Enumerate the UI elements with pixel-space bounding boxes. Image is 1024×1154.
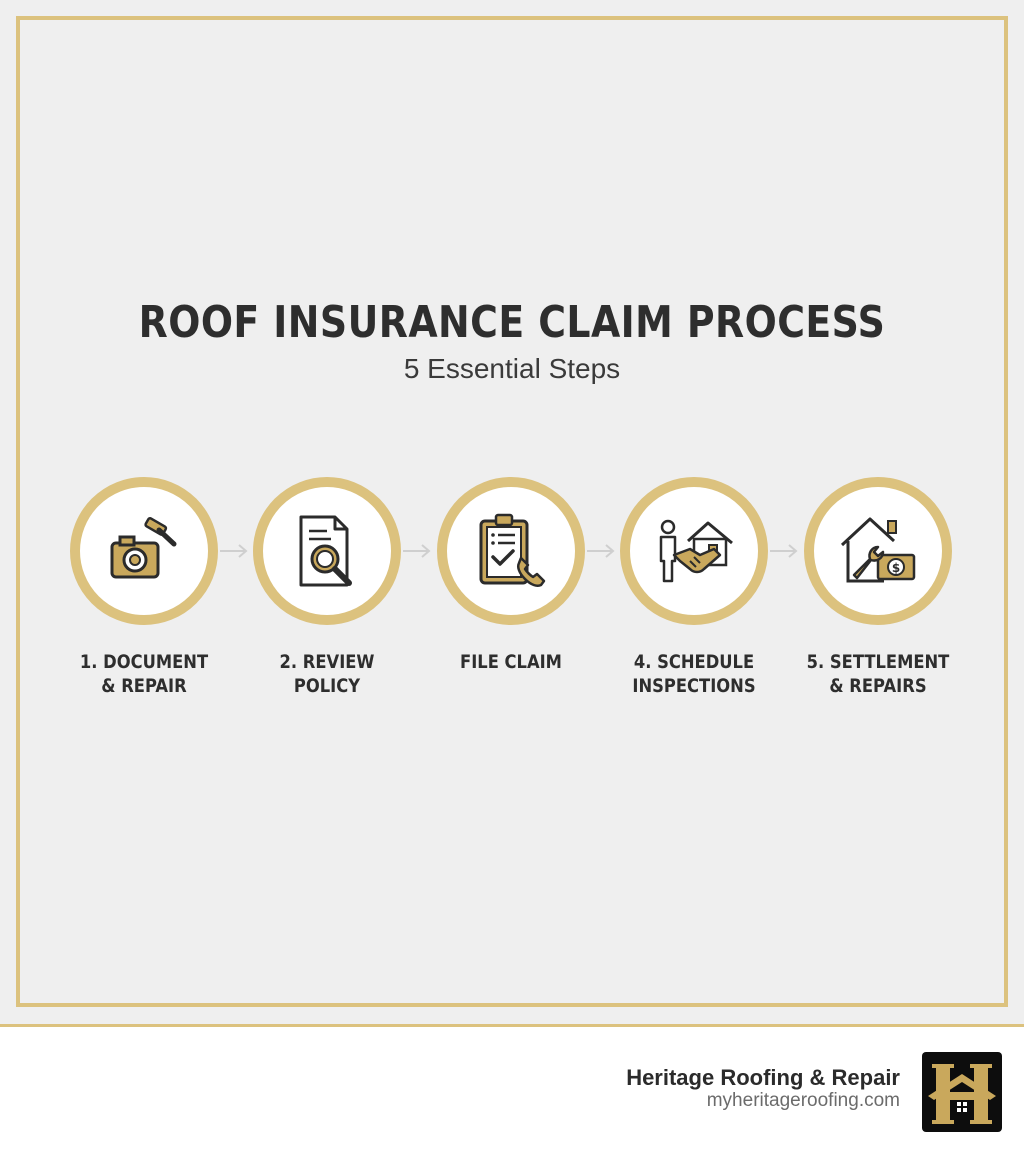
svg-text:$: $ (891, 561, 901, 575)
brand-name: Heritage Roofing & Repair (626, 1065, 900, 1090)
page-title: ROOF INSURANCE CLAIM PROCESS (138, 297, 886, 348)
step-1-label: 1. DOCUMENT & REPAIR (79, 651, 209, 697)
heritage-logo (922, 1052, 1002, 1132)
page-subtitle: 5 Essential Steps (403, 353, 621, 384)
clipboard-phone-icon (471, 511, 551, 591)
camera-hammer-icon (104, 511, 184, 591)
house-h-logo-icon (922, 1052, 1002, 1132)
step-4-circle (620, 477, 768, 625)
arrow-right-icon (585, 542, 617, 560)
house-wrench-money-icon (838, 511, 918, 591)
arrow-right-icon (401, 542, 433, 560)
step-5-label: 5. SETTLEMENT & REPAIRS (806, 651, 950, 697)
step-2-label: 2. REVIEW POLICY (279, 651, 375, 697)
step-3-circle (437, 477, 585, 625)
step-2-circle (253, 477, 401, 625)
step-4-label: 4. SCHEDULE INSPECTIONS (632, 651, 756, 697)
step-3-label: FILE CLAIM (460, 651, 562, 673)
document-magnifier-icon (287, 511, 367, 591)
step-1-circle (70, 477, 218, 625)
arrow-right-icon (768, 542, 800, 560)
handshake-house-icon (654, 511, 734, 591)
brand-url[interactable]: myheritageroofing.com (706, 1090, 900, 1111)
footer-divider (0, 1024, 1024, 1027)
arrow-right-icon (218, 542, 250, 560)
step-5-circle (804, 477, 952, 625)
